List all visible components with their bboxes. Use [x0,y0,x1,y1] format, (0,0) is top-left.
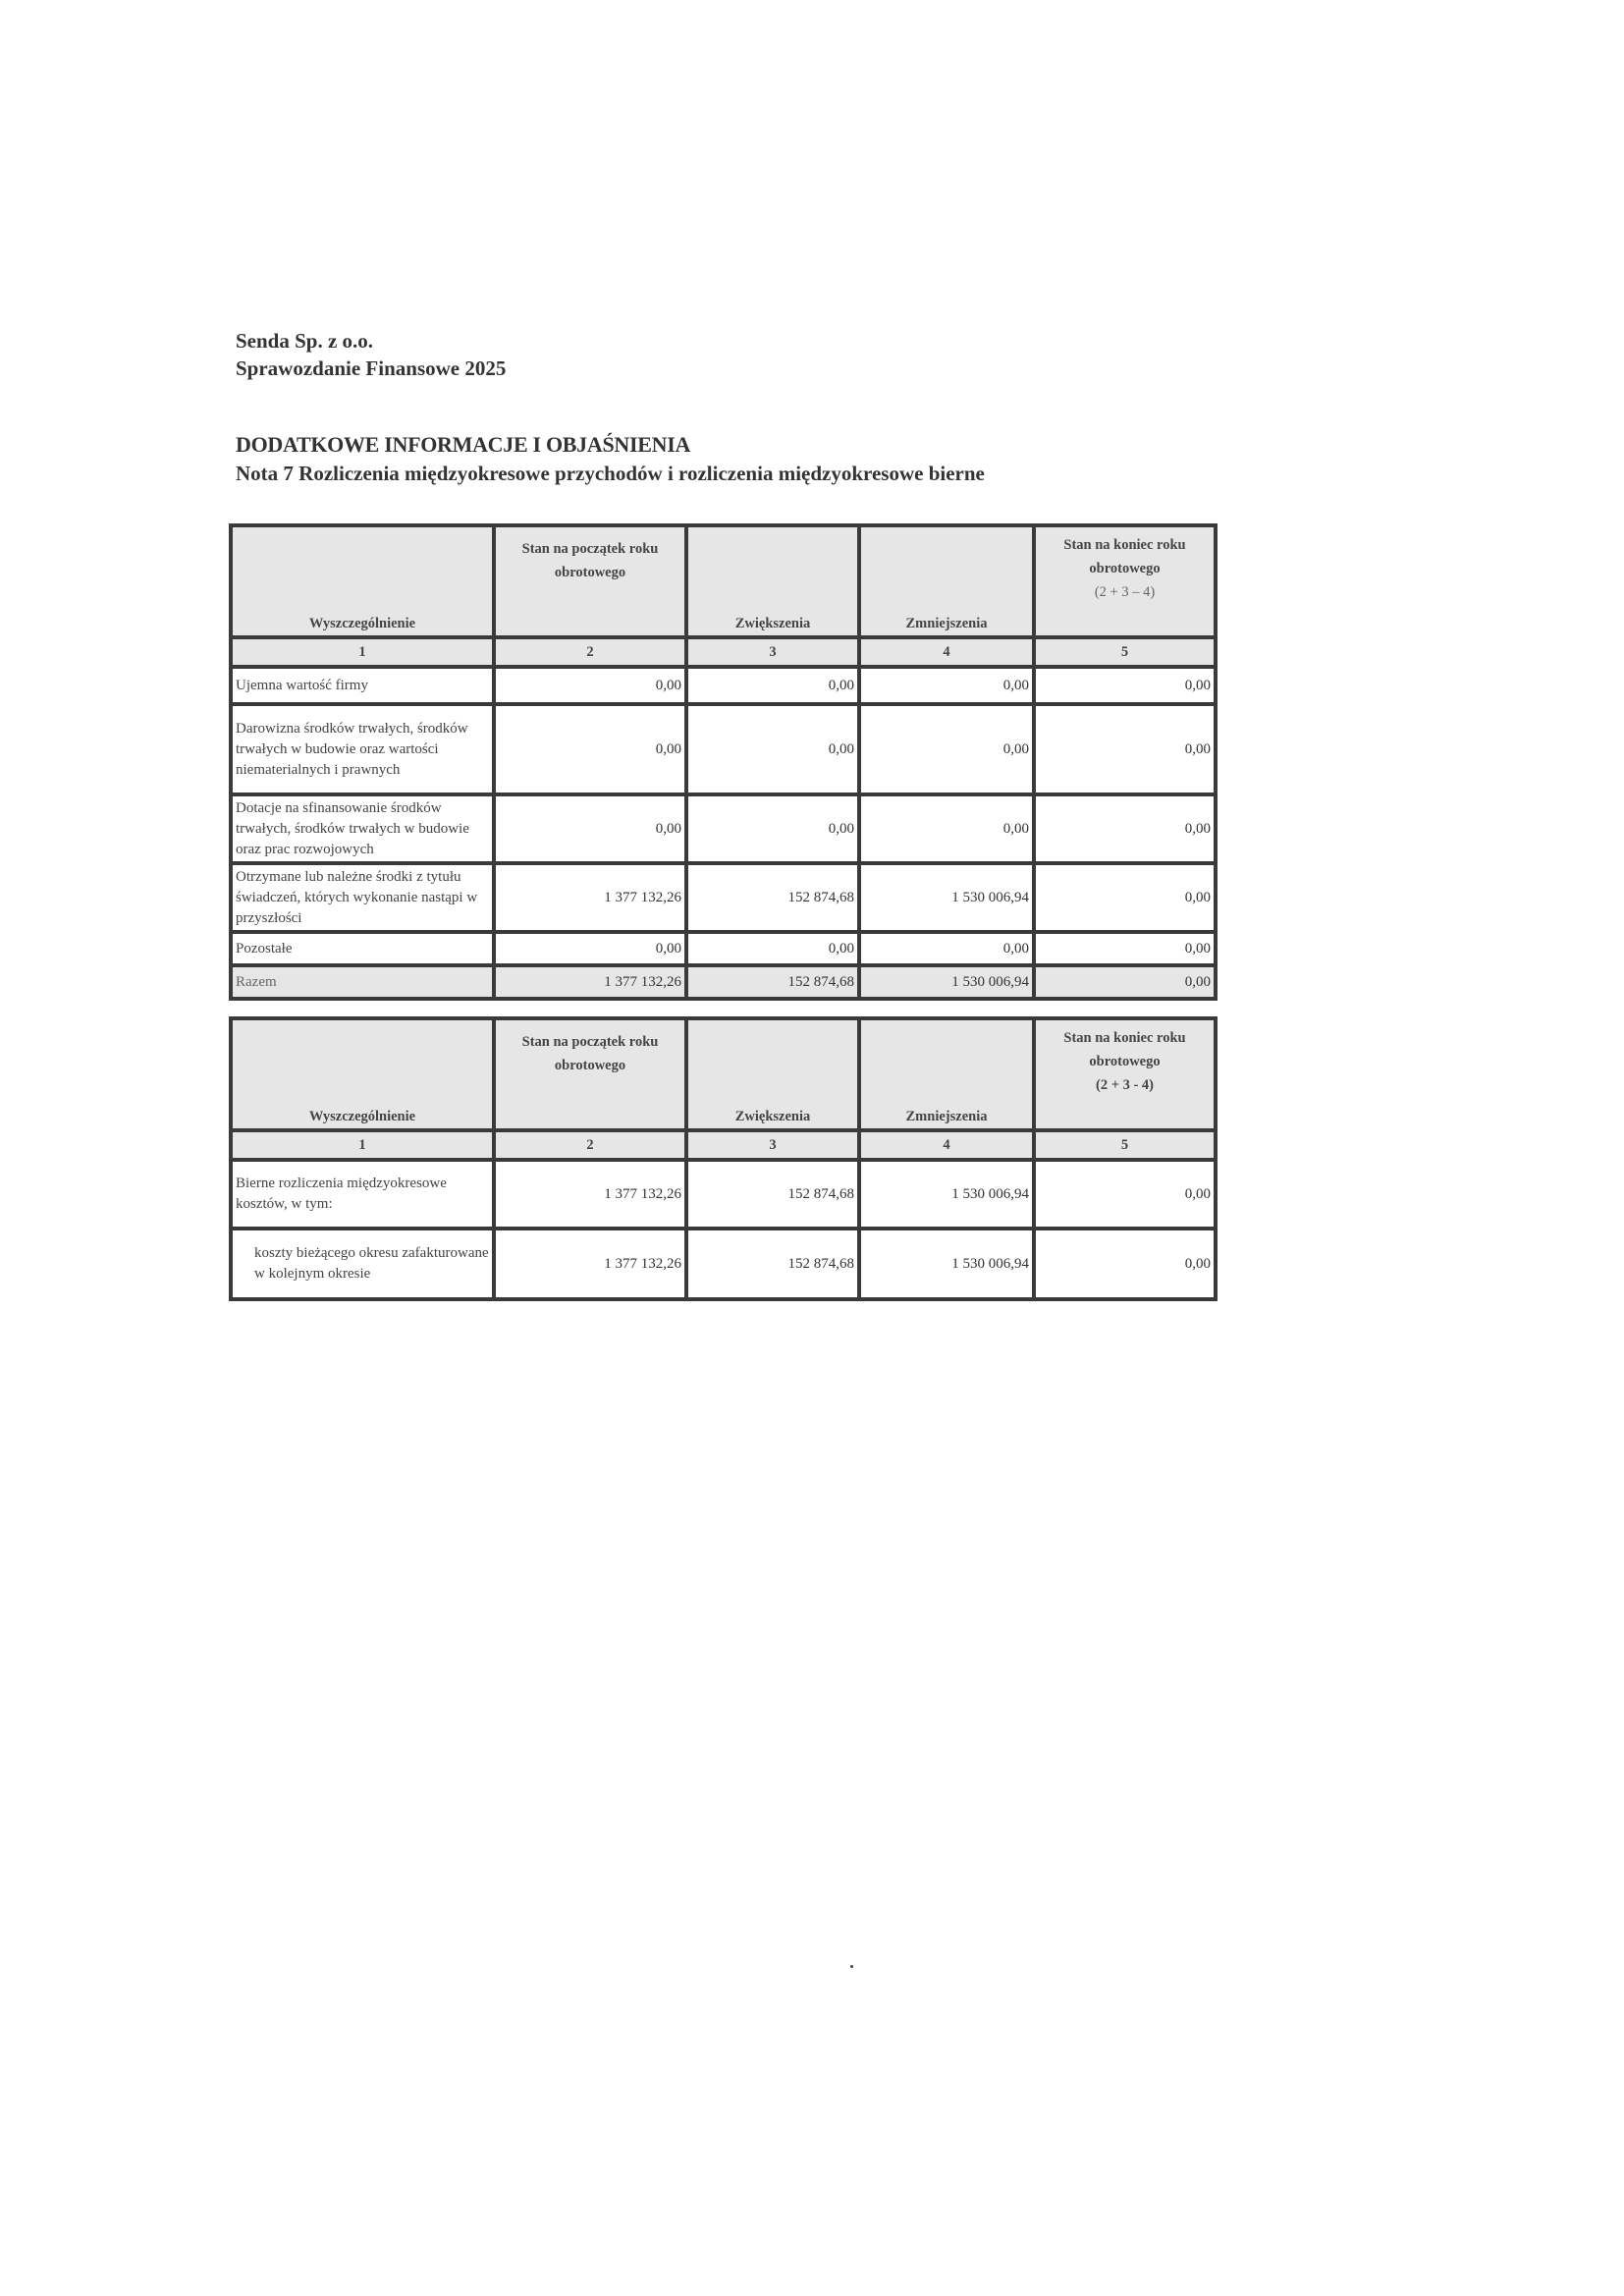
scan-artifact-dot [850,1965,853,1968]
cell-value: 0,00 [494,932,686,965]
cell-value: 0,00 [859,794,1034,863]
cell-value: 0,00 [686,932,859,965]
cell-value: 0,00 [686,794,859,863]
row-label: Dotacje na sfinansowanie środków trwałych, środków trwałych w budowie oraz prac rozwojowych [231,794,494,863]
col-header-description: Wyszczególnienie [231,1018,494,1130]
cell-value: 0,00 [686,667,859,704]
cell-value: 0,00 [686,704,859,794]
cell-value: 0,00 [494,667,686,704]
col-header-decreases: Zmniejszenia [859,525,1034,637]
col-number: 3 [686,1130,859,1160]
table-row [231,1229,1216,1299]
cell-value: 0,00 [1034,704,1216,794]
accruals-revenue-table [229,523,1218,1001]
accrued-expenses-table [229,1016,1218,1301]
col-header-closing-balance [1034,1018,1216,1130]
col-header-increases: Zwiększenia [686,525,859,637]
cell-value: 1 530 006,94 [859,1229,1034,1299]
cell-value: 1 377 132,26 [494,1229,686,1299]
company-name: Senda Sp. z o.o. [236,329,374,353]
total-row [231,965,1216,999]
column-number-row [231,1130,1216,1160]
cell-value: 0,00 [1034,863,1216,932]
col-header-description: Wyszczególnienie [231,525,494,637]
col-header-opening-balance: Stan na początek roku obrotowego [494,1018,686,1130]
cell-value: 0,00 [859,704,1034,794]
total-value: 0,00 [1034,965,1216,999]
col-number: 5 [1034,637,1216,667]
cell-value: 152 874,68 [686,1229,859,1299]
table-row [231,667,1216,704]
section-title: DODATKOWE INFORMACJE I OBJAŚNIENIA [236,432,691,457]
col-number: 2 [494,1130,686,1160]
col-number: 5 [1034,1130,1216,1160]
col-number: 3 [686,637,859,667]
cell-value: 1 530 006,94 [859,1160,1034,1229]
table-row [231,863,1216,932]
cell-value: 0,00 [1034,667,1216,704]
col-number: 2 [494,637,686,667]
table-row [231,704,1216,794]
total-value: 1 530 006,94 [859,965,1034,999]
total-label: Razem [231,965,494,999]
cell-value: 1 530 006,94 [859,863,1034,932]
closing-balance-label: Stan na koniec roku obrotowego [1063,1030,1186,1069]
col-header-opening-balance: Stan na początek roku obrotowego [494,525,686,637]
row-label: Otrzymane lub należne środki z tytułu świadczeń, których wykonanie nastąpi w przyszłości [231,863,494,932]
cell-value: 0,00 [1034,1229,1216,1299]
report-title: Sprawozdanie Finansowe 2025 [236,356,507,380]
col-header-closing-balance [1034,525,1216,637]
cell-value: 0,00 [494,794,686,863]
closing-balance-label: Stan na koniec roku obrotowego [1063,537,1186,576]
cell-value: 152 874,68 [686,1160,859,1229]
col-number: 4 [859,637,1034,667]
cell-value: 152 874,68 [686,863,859,932]
col-header-decreases: Zmniejszenia [859,1018,1034,1130]
cell-value: 0,00 [859,667,1034,704]
header-row [231,525,1216,637]
cell-value: 0,00 [494,704,686,794]
cell-value: 0,00 [859,932,1034,965]
table-row [231,1160,1216,1229]
cell-value: 0,00 [1034,1160,1216,1229]
row-label: Pozostałe [231,932,494,965]
cell-value: 0,00 [1034,794,1216,863]
row-label: Ujemna wartość firmy [231,667,494,704]
table-row [231,794,1216,863]
header-row [231,1018,1216,1130]
table-row [231,932,1216,965]
cell-value: 1 377 132,26 [494,1160,686,1229]
row-label: Bierne rozliczenia międzyokresowe kosztów, w tym: [231,1160,494,1229]
closing-balance-formula: (2 + 3 - 4) [1096,1077,1154,1093]
col-header-increases: Zwiększenia [686,1018,859,1130]
closing-balance-formula: (2 + 3 – 4) [1094,584,1156,600]
total-value: 1 377 132,26 [494,965,686,999]
col-number: 1 [231,637,494,667]
col-number: 4 [859,1130,1034,1160]
column-number-row [231,637,1216,667]
total-value: 152 874,68 [686,965,859,999]
cell-value: 0,00 [1034,932,1216,965]
row-label: Darowizna środków trwałych, środków trwałych w budowie oraz wartości niematerialnych i prawnych [231,704,494,794]
col-number: 1 [231,1130,494,1160]
cell-value: 1 377 132,26 [494,863,686,932]
row-label: koszty bieżącego okresu zafakturowane w kolejnym okresie [231,1229,494,1299]
note-title: Nota 7 Rozliczenia międzyokresowe przychodów i rozliczenia międzyokresowe bierne [236,462,985,485]
